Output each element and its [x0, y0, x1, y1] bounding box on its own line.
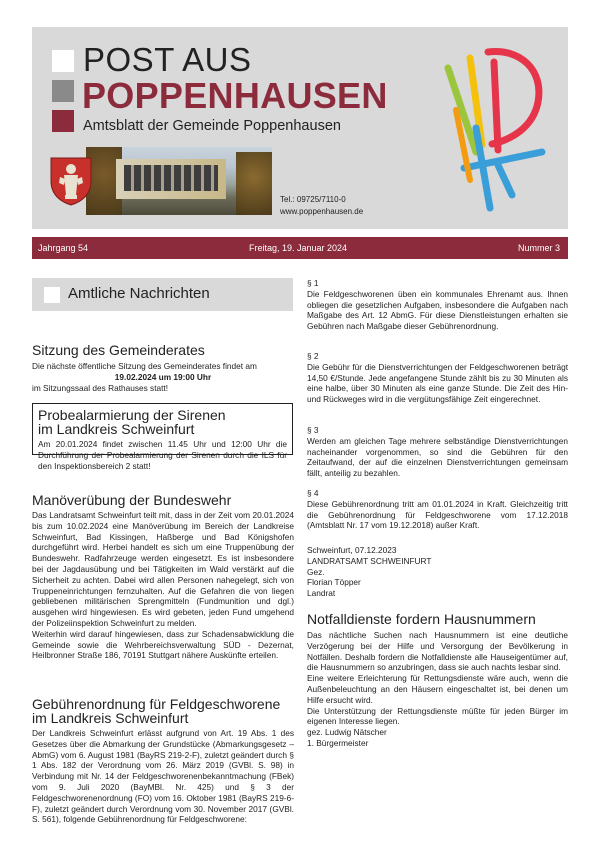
article-body-sitzung: [32, 361, 294, 393]
masthead-subtitle: Amtsblatt der Gemeinde Poppenhausen: [83, 118, 341, 134]
article-heading-probealarm-2: im Landkreis Schweinfurt: [38, 421, 195, 437]
sitzung-date: 19.02.2024 um 19:00 Uhr: [114, 371, 212, 382]
sitzung-line3: im Sitzungssaal des Rathauses statt!: [32, 382, 169, 393]
paragraph-1-text: Die Feldgeschworenen üben ein kommunales Ehrenamt aus. Ihnen obliegen die gesetzlichen Aufgaben, insbesondere die Aufgaben nach Maßgabe des Art. 12 AbmG. Für diese Dienstleistungen erhalten sie Gebühren nach Maßgabe dieser Gebührenordnung.: [307, 288, 568, 332]
notfall-sign-name: gez. Ludwig Nätscher: [307, 727, 387, 738]
website-link[interactable]: www.poppenhausen.de: [280, 207, 364, 216]
issue-bar: [32, 237, 568, 259]
notfall-p3: Die Unterstützung der Rettungsdienste müßte für jeden Bürger im eigenen Interesse liegen.: [307, 705, 568, 727]
article-heading-notfall: Notfalldienste fordern Hausnummern: [307, 611, 536, 627]
article-heading-sitzung: Sitzung des Gemeinderates: [32, 342, 205, 358]
notfall-p1: Das nächtliche Suchen nach Hausnummern ist eine deutliche Verzögerung bei der Hilfe und Versorgung der Bevölkerung in Notfällen. Deshalb fordern die Notfalldienste alle Hauseigentümer auf, die Hausnummern so anzubringen, dass sie auch nachts lesbar sind.: [307, 630, 568, 673]
paragraph-1-num: § 1: [307, 278, 319, 288]
section-square: [44, 287, 60, 303]
article-body-gebuehr: Der Landkreis Schweinfurt erlässt aufgrund von Art. 19 Abs. 1 des Gesetzes über die Abmarkung der Grundstücke (Abmarkungsgesetz – AbmG) vom 6. August 1981 (BayRS 219-2-F), zuletzt geändert durch § 1 Abs. 182 der Verordnung vom 26. März 2019 (GVBl. S. 98) in Verbindung mit Nr. 14 der Feldgeschworenenbekanntmachung (FBek) vom 9. Juli 2020 (BayMBl. Nr. 425) und § 3 der Feldgeschworenenordnung (FO) vom 16. Oktober 1981 (BayRS 219-6-F), zuletzt geändert durch Verordnung vom 30. November 2017 (GVBl. S. 561), folgende Gebührenordnung für Feldgeschworene:: [32, 728, 294, 825]
signature-block: [307, 545, 568, 599]
article-body-notfall: [307, 630, 568, 749]
issue-number: Nummer 3: [517, 243, 560, 253]
poppenhausen-logo-icon: [440, 40, 555, 220]
contact-info: [280, 194, 363, 218]
paragraph-3-num: § 3: [307, 425, 319, 435]
paragraph-4-text: Diese Gebührenordnung tritt am 01.01.2024 in Kraft. Gleichzeitig tritt die Gebührenordnung für Feldgeschworene vom 17.12.2018 (Amtsblatt Nr. 17 vom 19.12.2018) außer Kraft.: [307, 498, 568, 531]
manoever-p1: Das Landratsamt Schweinfurt teilt mit, dass in der Zeit vom 20.01.2024 bis zum 10.02.2024 eine Manöverübung im Bereich der Landkreise Schweinfurt, Bad Kissingen, Haßberge und Bad Königshofen durchgeführt wird. Herbei handelt es sich um eine Truppenübung der Bundeswehr. Radfahrzeuge werden eingesetzt. Es ist insbesondere bei der Jagdausübung und bei Tätigkeiten im Wald verstärkt auf die Sicherheit zu achten. Dabei wird allen Personen nahegelegt, sich von Truppeneinrichtungen fernzuhalten. Auf die Gefahren die von liegen gebliebenen militärischen Sprengmitteln (Fundmunition und dgl.) ausgehen wird hingewiesen. Es wird gebeten, jeden Fund umgehend der Polizeiinspektion Schweinfurt zu melden.: [32, 510, 294, 628]
notfall-p2: Eine weitere Erleichterung für Rettungsdienste wäre auch, wenn die Außenbeleuchtung an den Häusern eingeschaltet ist, bei denen um Hilfe ersucht wird.: [307, 673, 568, 705]
section-title: Amtliche Nachrichten: [68, 285, 210, 302]
phone-number: Tel.: 09725/7110-0: [280, 195, 346, 204]
issue-volume: Jahrgang 54: [38, 243, 89, 253]
issue-date: Freitag, 19. Januar 2024: [249, 243, 348, 253]
paragraph-3-text: Werden am gleichen Tage mehrere selbständige Dienstverrichtungen nacheinander vorgenommen, so sind die Gebühren für den Zeitaufwand, der auf die einzelnen Dienstverrichtungen gemeinsam fällt, anteilig zu bezahlen.: [307, 435, 568, 479]
sitzung-line1: Die nächste öffentliche Sitzung des Gemeinderates findet am: [32, 361, 257, 371]
paragraph-4: [307, 488, 568, 531]
article-heading-gebuehr-1: Gebührenordnung für Feldgeschworene: [32, 696, 281, 712]
paragraph-2: [307, 351, 568, 405]
masthead-square-red: [52, 110, 74, 132]
paragraph-2-num: § 2: [307, 351, 319, 361]
paragraph-2-text: Die Gebühr für die Dienstverrichtungen der Feldgeschworenen beträgt 14,50 €/Stunde. Jede angefangene Stunde zählt bis zu 30 Minuten als eine halbe, über 30 Minuten als eine ganze Stunde. Die Zeit des Hin- und Rückweges wird in die vergütungsfähige Zeit eingerechnet.: [307, 361, 568, 405]
paragraph-4-num: § 4: [307, 488, 319, 498]
signature-role: Landrat: [307, 588, 336, 599]
town-hall-photo: [86, 147, 272, 215]
signature-authority: LANDRATSAMT SCHWEINFURT: [307, 555, 432, 566]
paragraph-3: [307, 425, 568, 479]
article-body-manoever: [32, 510, 294, 661]
section-header: [32, 278, 293, 311]
article-heading-manoever: Manöverübung der Bundeswehr: [32, 492, 232, 508]
coat-of-arms-icon: [48, 155, 94, 207]
signature-place-date: Schweinfurt, 07.12.2023: [307, 545, 397, 555]
article-heading-gebuehr-2: im Landkreis Schweinfurt: [32, 710, 189, 726]
masthead-square-white: [52, 50, 74, 72]
paragraph-1: [307, 278, 568, 332]
manoever-p2: Weiterhin wird darauf hingewiesen, dass zur Schadensabwicklung die Gemeinde sowie die Wehrbereichsverwaltung SÜD - Dezernat, Heilbronner Straße 186, 70191 Stuttgart nähere Auskünfte erteilen.: [32, 628, 294, 661]
masthead-square-gray: [52, 80, 74, 102]
signature-name: Florian Töpper: [307, 577, 361, 588]
masthead-title-line2: POPPENHAUSEN: [82, 75, 388, 116]
article-body-probealarm: Am 20.01.2024 findet zwischen 11.45 Uhr und 12:00 Uhr die Durchführung der Probealarmierung der Sirenen durch die ILS für den Inspektionsbereich 2 statt!: [38, 439, 287, 471]
notfall-sign-role: 1. Bürgermeister: [307, 737, 369, 748]
masthead-title-line1: POST AUS: [83, 41, 252, 78]
article-heading-probealarm-1: Probealarmierung der Sirenen: [38, 407, 226, 423]
signature-gez: Gez.: [307, 566, 325, 577]
